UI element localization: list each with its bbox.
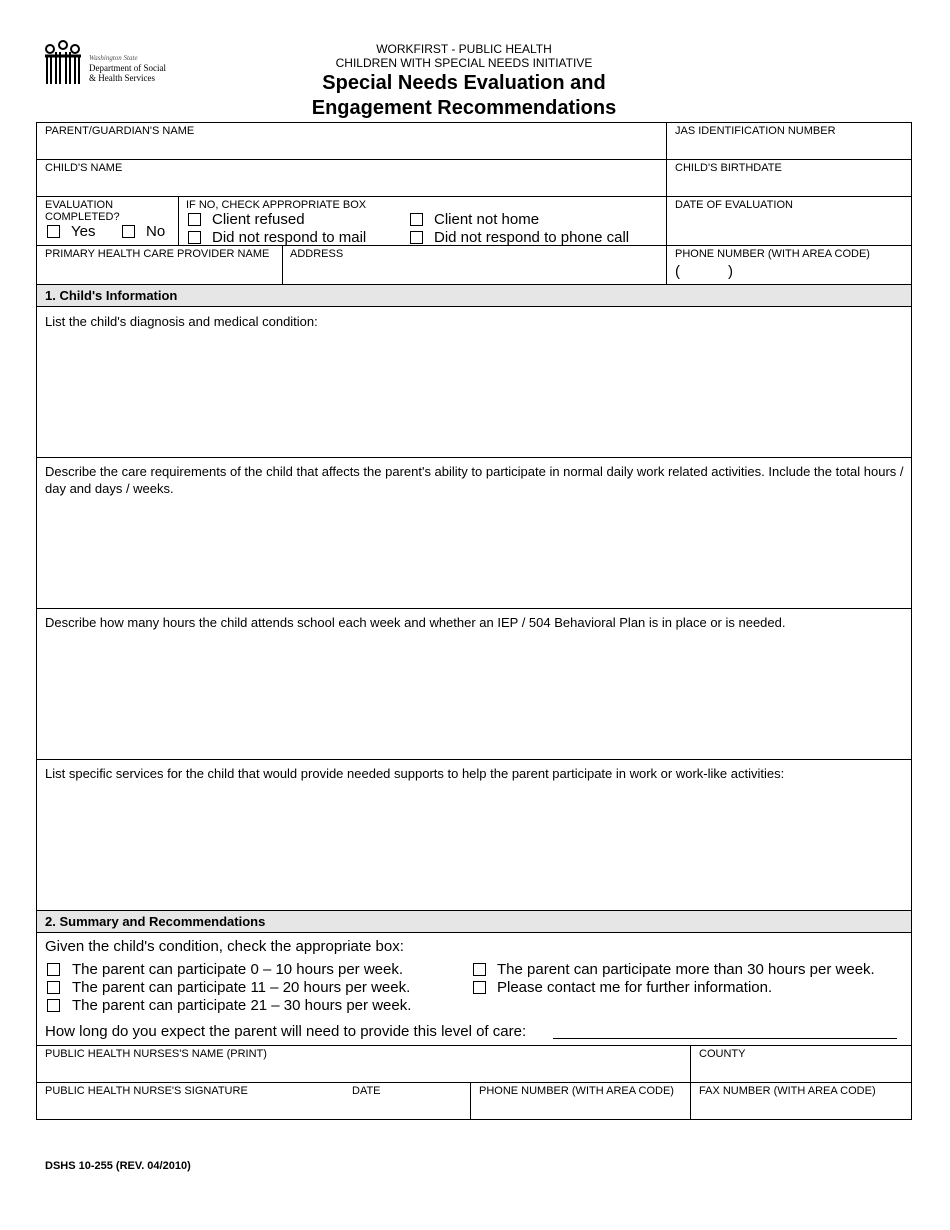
divider <box>36 457 912 458</box>
services-field[interactable] <box>40 785 908 907</box>
participate-0-10-label: The parent can participate 0 – 10 hours per week. <box>72 961 404 978</box>
child-name-label: CHILD'S NAME <box>45 162 123 174</box>
form-header <box>250 42 678 121</box>
section-2-heading: 2. Summary and Recommendations <box>37 911 911 932</box>
no-mail-label: Did not respond to mail <box>212 229 367 246</box>
nurse-phone-field[interactable] <box>474 1099 686 1117</box>
participate-0-10-checkbox[interactable] <box>47 963 60 976</box>
parent-name-field[interactable] <box>40 139 662 157</box>
dshs-logo <box>42 40 172 88</box>
nurse-signature-label: PUBLIC HEALTH NURSE'S SIGNATURE <box>45 1085 248 1097</box>
divider <box>36 932 912 933</box>
nurse-fax-field[interactable] <box>694 1099 908 1117</box>
phone-close-paren: ) <box>728 263 733 280</box>
contact-me-checkbox[interactable] <box>473 981 486 994</box>
program-name: WORKFIRST - PUBLIC HEALTH <box>376 42 552 56</box>
diagnosis-field[interactable] <box>40 332 908 454</box>
evaluation-completed-label-1: EVALUATION <box>45 199 114 211</box>
nurse-name-field[interactable] <box>40 1062 686 1080</box>
page-title <box>250 71 678 121</box>
care-duration-underline <box>553 1038 897 1039</box>
care-requirements-field[interactable] <box>40 500 908 605</box>
child-name-field[interactable] <box>40 176 662 194</box>
divider <box>36 1082 912 1083</box>
logo-line-2: Department of Social <box>89 63 166 73</box>
provider-name-field[interactable] <box>40 262 278 282</box>
evaluation-completed-label-2: COMPLETED? <box>45 211 120 223</box>
divider <box>282 245 283 284</box>
parent-name-label: PARENT/GUARDIAN'S NAME <box>45 125 195 137</box>
date-of-evaluation-label: DATE OF EVALUATION <box>675 199 793 211</box>
divider <box>178 196 179 245</box>
contact-me-label: Please contact me for further information. <box>497 979 773 996</box>
diagnosis-prompt: List the child's diagnosis and medical condition: <box>45 314 318 329</box>
signature-date-field[interactable] <box>350 1099 466 1117</box>
phone-open-paren: ( <box>675 263 680 280</box>
address-field[interactable] <box>286 262 662 282</box>
date-of-evaluation-field[interactable] <box>670 213 908 243</box>
no-label: No <box>146 223 166 240</box>
divider <box>666 122 667 284</box>
yes-checkbox[interactable] <box>47 225 60 238</box>
care-duration-prompt: How long do you expect the parent will need to provide this level of care: <box>45 1023 527 1040</box>
divider <box>36 1045 912 1046</box>
participate-30-plus-label: The parent can participate more than 30 hours per week. <box>497 961 875 978</box>
participate-30-plus-checkbox[interactable] <box>473 963 486 976</box>
divider <box>36 196 912 197</box>
county-label: COUNTY <box>699 1048 746 1060</box>
logo-line-1: Washington State <box>89 54 138 62</box>
address-label: ADDRESS <box>290 248 344 260</box>
services-prompt: List specific services for the child that would provide needed supports to help the parent participate in work or work-like activities: <box>45 766 785 781</box>
divider <box>470 1082 471 1120</box>
no-mail-checkbox[interactable] <box>188 231 201 244</box>
provider-phone-field[interactable] <box>685 262 908 282</box>
care-requirements-prompt: Describe the care requirements of the child that affects the parent's ability to participate in normal daily work related activities. Include the total hours / day and days / weeks. <box>45 464 904 496</box>
jas-id-field[interactable] <box>670 139 908 157</box>
divider <box>36 159 912 160</box>
yes-label: Yes <box>71 223 96 240</box>
title-line-2: Engagement Recommendations <box>311 97 617 119</box>
client-refused-label: Client refused <box>212 211 305 228</box>
logo-line-3: & Health Services <box>89 73 155 83</box>
child-birthdate-label: CHILD'S BIRTHDATE <box>675 162 782 174</box>
people-logo-icon <box>42 40 84 86</box>
client-refused-checkbox[interactable] <box>188 213 201 226</box>
no-checkbox[interactable] <box>122 225 135 238</box>
section-1-heading: 1. Child's Information <box>37 285 911 306</box>
school-hours-field[interactable] <box>40 634 908 756</box>
divider <box>36 759 912 760</box>
child-birthdate-field[interactable] <box>670 176 908 194</box>
summary-intro: Given the child's condition, check the appropriate box: <box>45 938 404 955</box>
client-not-home-label: Client not home <box>434 211 540 228</box>
no-phone-label: Did not respond to phone call <box>434 229 630 246</box>
nurse-name-label: PUBLIC HEALTH NURSES'S NAME (PRINT) <box>45 1048 267 1060</box>
divider <box>36 608 912 609</box>
divider <box>36 306 912 307</box>
participate-21-30-label: The parent can participate 21 – 30 hours per week. <box>72 997 412 1014</box>
provider-name-label: PRIMARY HEALTH CARE PROVIDER NAME <box>45 248 270 260</box>
signature-date-label: DATE <box>352 1085 381 1097</box>
nurse-signature-field[interactable] <box>40 1099 345 1117</box>
care-duration-field[interactable] <box>553 1022 897 1038</box>
initiative-name: CHILDREN WITH SPECIAL NEEDS INITIATIVE <box>335 56 593 70</box>
nurse-phone-label: PHONE NUMBER (WITH AREA CODE) <box>479 1085 674 1097</box>
provider-phone-label: PHONE NUMBER (WITH AREA CODE) <box>675 248 870 260</box>
county-field[interactable] <box>694 1062 908 1080</box>
logo-text <box>89 54 166 83</box>
nurse-fax-label: FAX NUMBER (WITH AREA CODE) <box>699 1085 876 1097</box>
if-no-label: IF NO, CHECK APPROPRIATE BOX <box>186 199 367 211</box>
participate-11-20-checkbox[interactable] <box>47 981 60 994</box>
participate-11-20-label: The parent can participate 11 – 20 hours per week. <box>72 979 411 996</box>
title-line-1: Special Needs Evaluation and <box>322 72 606 94</box>
client-not-home-checkbox[interactable] <box>410 213 423 226</box>
participate-21-30-checkbox[interactable] <box>47 999 60 1012</box>
no-phone-checkbox[interactable] <box>410 231 423 244</box>
jas-id-label: JAS IDENTIFICATION NUMBER <box>675 125 836 137</box>
form-number: DSHS 10-255 (REV. 04/2010) <box>45 1160 191 1172</box>
school-hours-prompt: Describe how many hours the child attends school each week and whether an IEP / 504 Behavioral Plan is in place or is needed. <box>45 615 786 630</box>
